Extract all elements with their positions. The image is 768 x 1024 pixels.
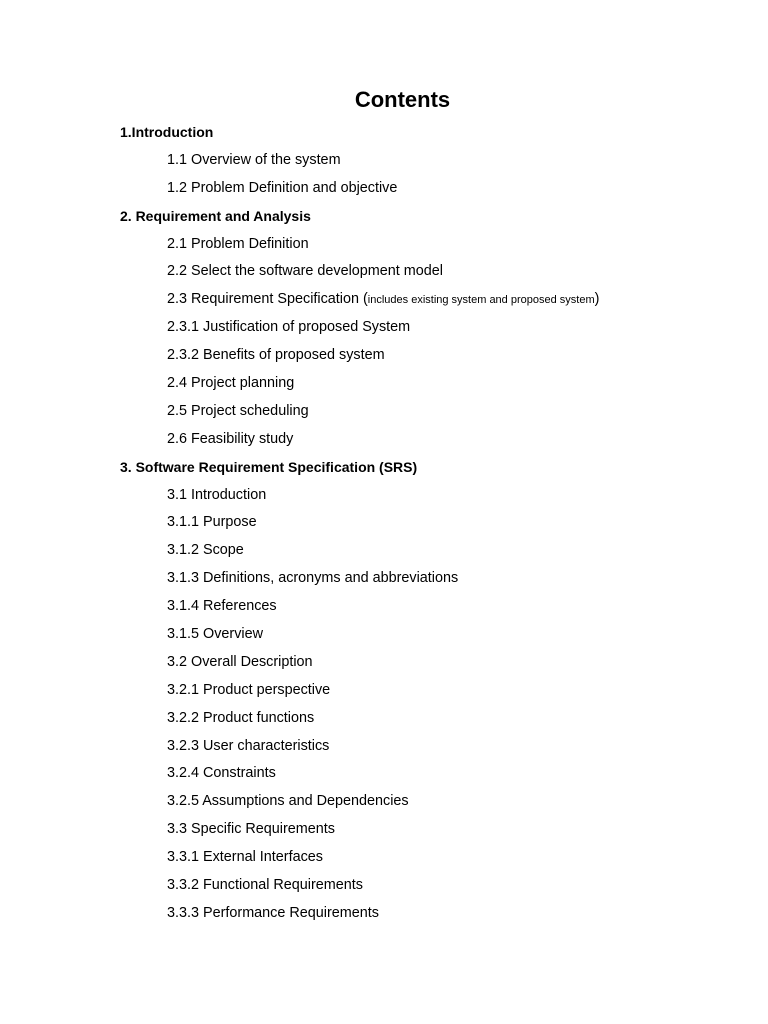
toc-entry-text: 2.2 Select the software development model [167,263,443,280]
toc-entry-3-1-3 [0,565,768,593]
toc-entry-text: 3.2.3 User characteristics [167,737,330,754]
toc-entry-text: 3.3 Specific Requirements [167,821,335,838]
toc-entry-3-1-4 [0,593,768,621]
toc-entry-text: 3.3.1 External Interfaces [167,849,323,866]
toc-entry-2-3 [0,286,768,314]
toc-entry-3-2-3 [0,733,768,761]
toc-entry-text: 3.2 Overall Description [167,653,313,670]
toc-entry-text: 3.1.1 Purpose [167,514,257,531]
toc-entry-text: 2.6 Feasibility study [167,430,294,447]
page-title: Contents [354,87,451,112]
toc-entry-2-2 [0,258,768,286]
toc-entry-text: 3. Software Requirement Specification (SRS) [120,458,418,475]
toc-section-3 [0,454,768,482]
toc-entry-text: 3.3.3 Performance Requirements [167,904,379,921]
toc-entry-3-1-2 [0,537,768,565]
toc-entry-text: 2. Requirement and Analysis [120,207,311,224]
toc-entry-text: 3.1 Introduction [167,486,267,503]
toc-entry-note: includes existing system and proposed system [367,294,595,307]
toc-entry-3-2 [0,649,768,677]
toc-entry-text: 3.2.5 Assumptions and Dependencies [167,793,409,810]
toc-entry-3-3-2 [0,872,768,900]
toc-entry-text: 2.4 Project planning [167,375,295,392]
toc-entry-text: 3.2.2 Product functions [167,709,315,726]
toc-entry-2-6 [0,426,768,454]
toc-section-2 [0,203,768,231]
toc-entry-text: 3.1.2 Scope [167,542,244,559]
toc-entry-3-1-5 [0,621,768,649]
toc-entry-text: 2.3 Requirement Specification ( [167,291,368,308]
toc-entry-2-3-1 [0,314,768,342]
toc-entry-2-3-2 [0,342,768,370]
toc-entry-2-4 [0,370,768,398]
toc-entry-2-5 [0,398,768,426]
toc-entry-3-3-1 [0,844,768,872]
toc-entry-3-2-1 [0,677,768,705]
table-of-contents [0,119,768,928]
toc-entry-text: 2.3.2 Benefits of proposed system [167,347,385,364]
toc-entry-1-2 [0,175,768,203]
toc-entry-text: 3.1.3 Definitions, acronyms and abbreviations [167,570,459,587]
toc-entry-3-3 [0,816,768,844]
toc-entry-text: 2.1 Problem Definition [167,235,309,252]
toc-entry-text: 2.3.1 Justification of proposed System [167,319,411,336]
toc-entry-text: 1.Introduction [120,124,214,140]
toc-entry-3-2-2 [0,705,768,733]
toc-entry-1-1 [0,147,768,175]
toc-entry-3-3-3 [0,900,768,928]
toc-entry-text: 3.1.5 Overview [167,626,263,643]
toc-entry-2-1 [0,231,768,259]
toc-entry-text: 2.5 Project scheduling [167,402,309,419]
toc-entry-3-2-4 [0,760,768,788]
toc-entry-close-paren: ) [594,291,600,308]
toc-entry-text: 3.1.4 References [167,598,277,615]
toc-entry-text: 3.3.2 Functional Requirements [167,877,363,894]
toc-entry-text: 3.2.4 Constraints [167,765,276,782]
toc-section-1 [0,119,768,147]
toc-entry-3-1 [0,482,768,510]
toc-entry-3-2-5 [0,788,768,816]
toc-entry-text: 1.1 Overview of the system [167,151,341,168]
toc-entry-3-1-1 [0,509,768,537]
toc-entry-text: 3.2.1 Product perspective [167,681,331,698]
toc-entry-text: 1.2 Problem Definition and objective [167,179,398,196]
